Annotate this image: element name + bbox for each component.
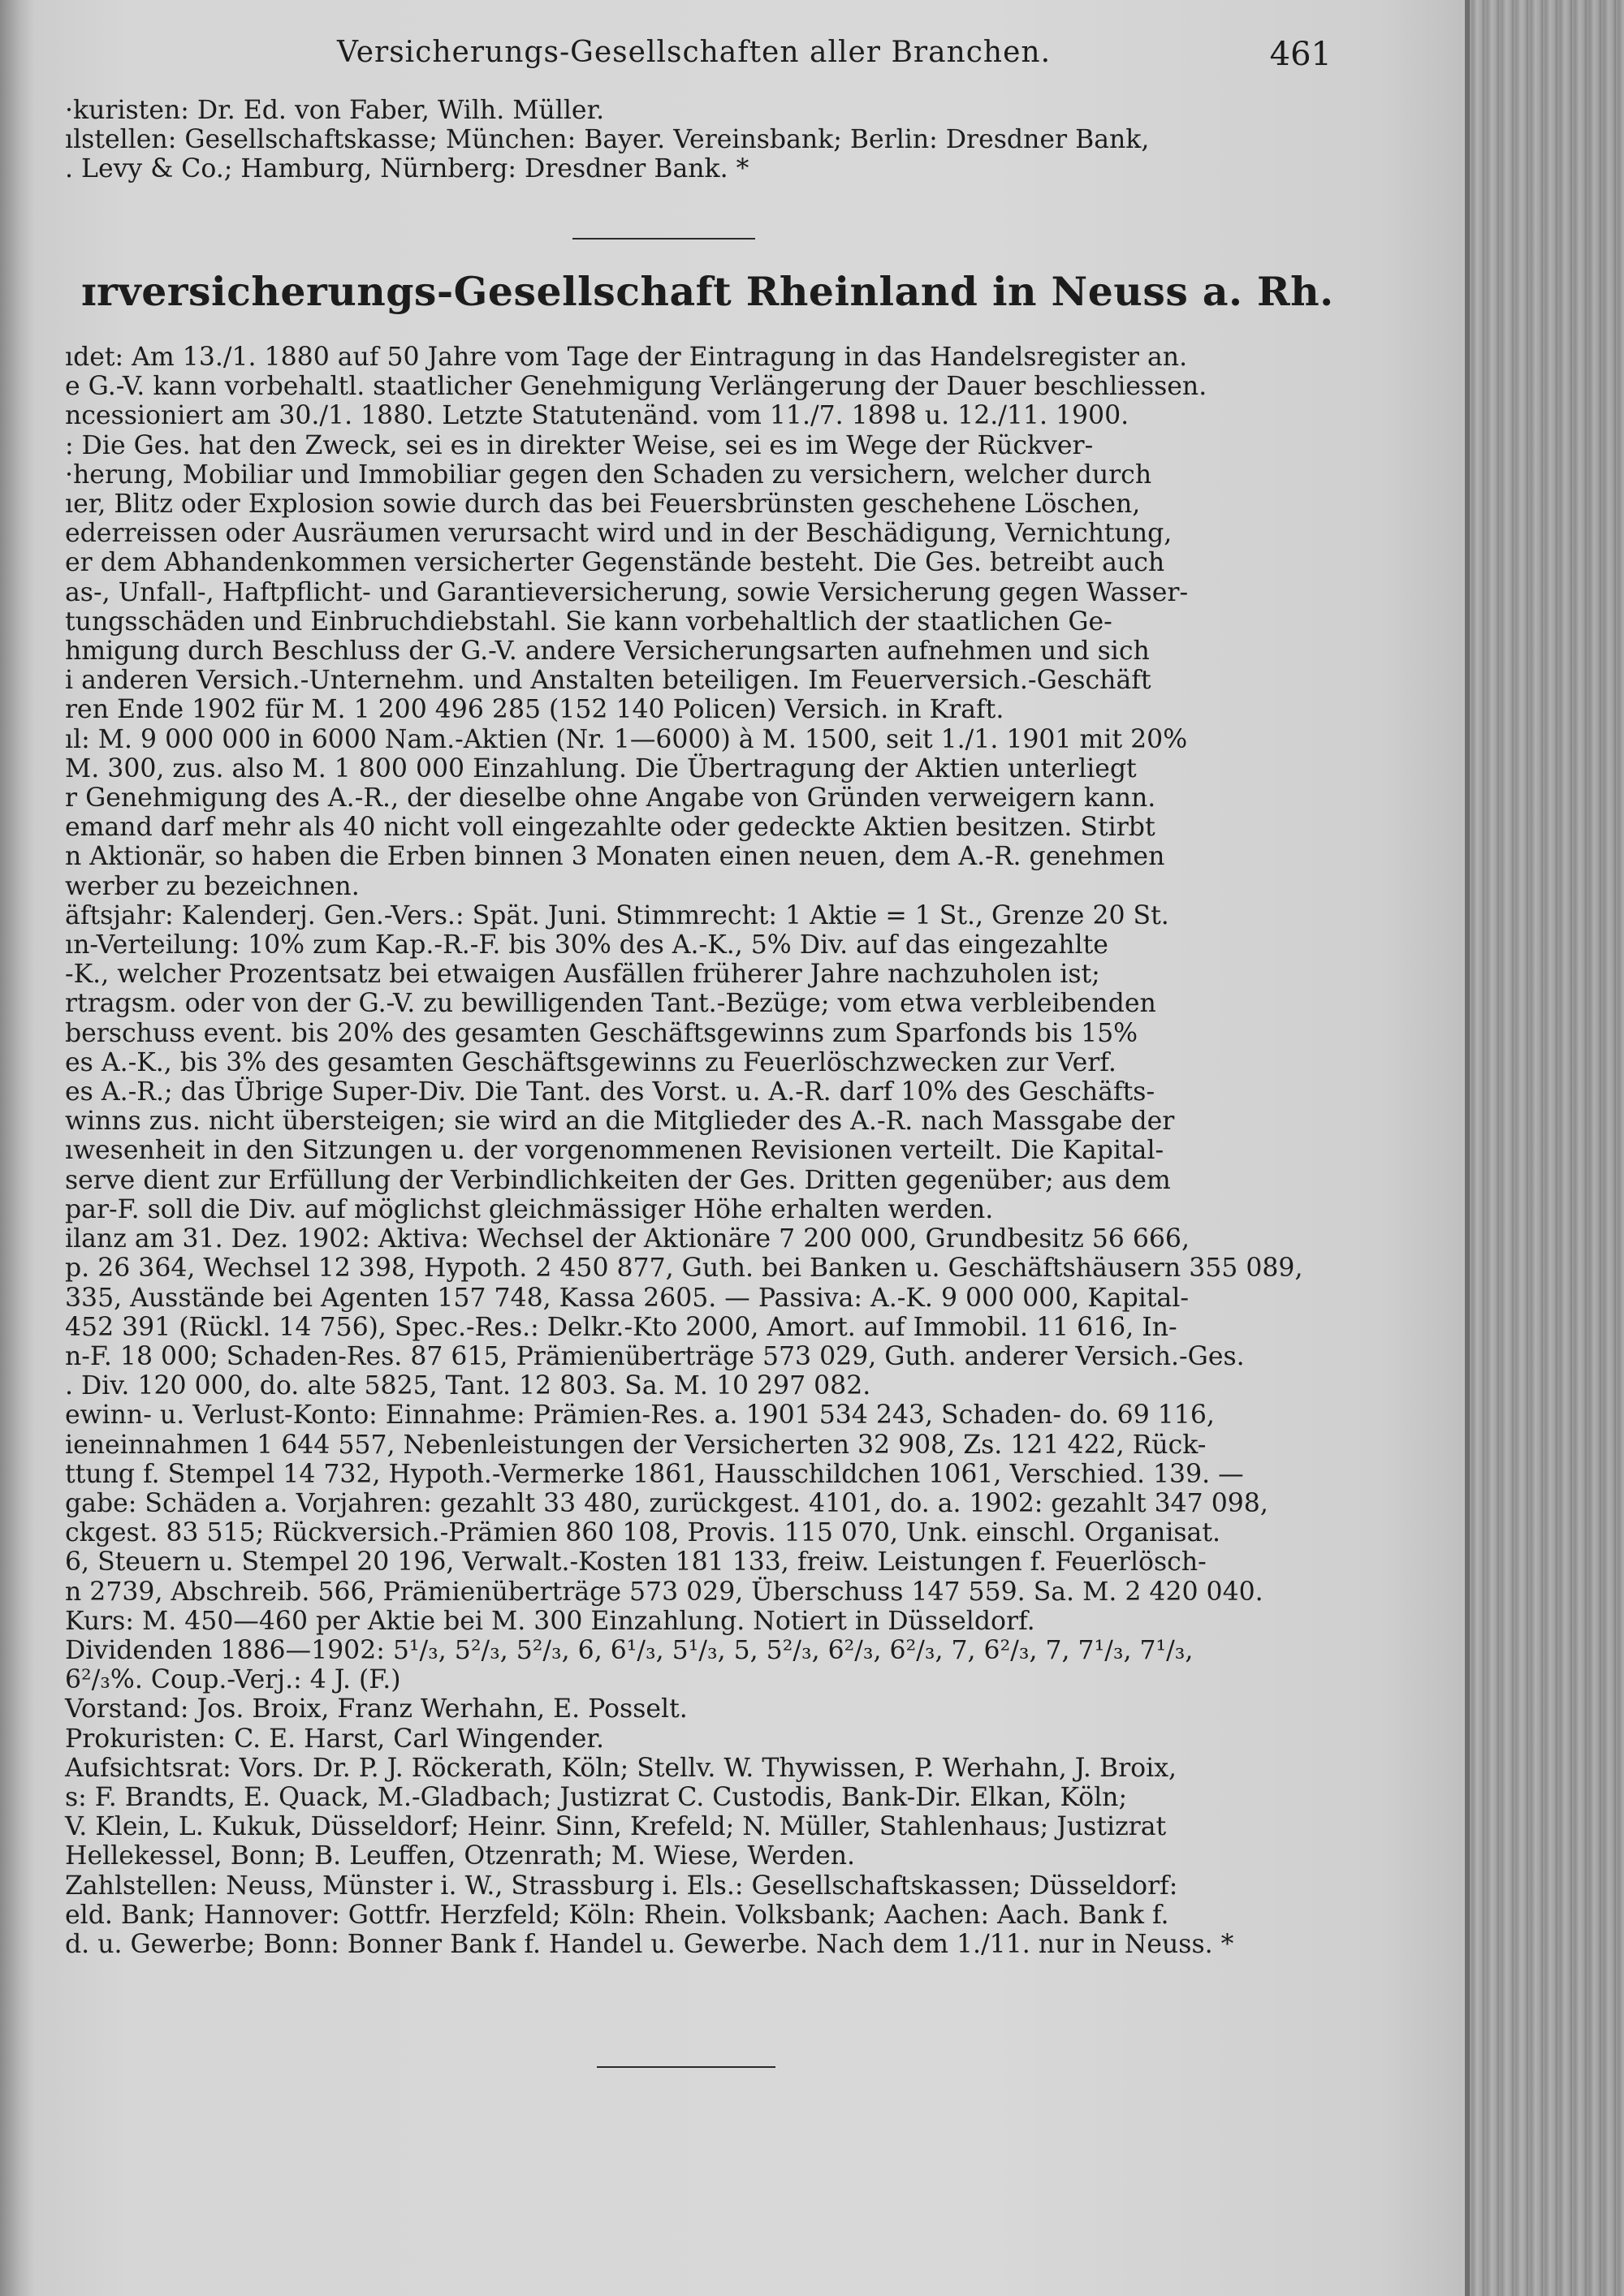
- entry-title: ɪrversicherungs-Gesellschaft Rheinland in Neuss a. Rh.: [81, 268, 1334, 315]
- text-line: Zahlstellen: Neuss, Münster i. W., Strassburg i. Els.: Gesellschaftskassen; Düsseldorf:: [65, 1871, 1178, 1901]
- text-line: p. 26 364, Wechsel 12 398, Hypoth. 2 450 877, Guth. bei Banken u. Geschäftshäusern 355 089,: [65, 1254, 1303, 1284]
- text-line: es A.-R.; das Übrige Super-Div. Die Tant. des Vorst. u. A.-R. darf 10% des Geschäfts-: [65, 1077, 1155, 1107]
- text-line: r Genehmigung des A.-R., der dieselbe ohne Angabe von Gründen verweigern kann.: [65, 783, 1156, 814]
- text-line: tungsschäden und Einbruchdiebstahl. Sie kann vorbehaltlich der staatlichen Ge-: [65, 606, 1112, 637]
- text-line: i anderen Versich.-Unternehm. und Anstalten beteiligen. Im Feuerversich.-Geschäft: [65, 666, 1151, 696]
- text-line: Vorstand: Jos. Broix, Franz Werhahn, E. Posselt.: [65, 1694, 688, 1724]
- text-line: n 2739, Abschreib. 566, Prämienüberträge 573 029, Überschuss 147 559. Sa. M. 2 420 040.: [65, 1577, 1263, 1607]
- text-line: ckgest. 83 515; Rückversich.-Prämien 860 108, Provis. 115 070, Unk. einschl. Organisat.: [65, 1518, 1221, 1548]
- text-line: er dem Abhandenkommen versicherter Gegenstände besteht. Die Ges. betreibt auch: [65, 548, 1165, 578]
- section-divider-bottom: [597, 2066, 775, 2068]
- text-line: ın-Verteilung: 10% zum Kap.-R.-F. bis 30% des A.-K., 5% Div. auf das eingezahlte: [65, 930, 1108, 960]
- text-line: ederreissen oder Ausräumen verursacht wird und in der Beschädigung, Vernichtung,: [65, 519, 1173, 549]
- text-line: ıwesenheit in den Sitzungen u. der vorgenommenen Revisionen verteilt. Die Kapital-: [65, 1136, 1164, 1166]
- text-line: ewinn- u. Verlust-Konto: Einnahme: Prämien-Res. a. 1901 534 243, Schaden- do. 69 116,: [65, 1400, 1215, 1431]
- text-line: V. Klein, L. Kukuk, Düsseldorf; Heinr. Sinn, Krefeld; N. Müller, Stahlenhaus; Justizrat: [65, 1812, 1167, 1842]
- text-line: . Levy & Co.; Hamburg, Nürnberg: Dresdner Bank. *: [65, 154, 749, 184]
- book-spine: [1470, 0, 1624, 2296]
- text-line: Prokuristen: C. E. Harst, Carl Wingender.: [65, 1724, 605, 1754]
- text-line: ren Ende 1902 für M. 1 200 496 285 (152 140 Policen) Versich. in Kraft.: [65, 695, 1004, 725]
- text-line: gabe: Schäden a. Vorjahren: gezahlt 33 480, zurückgest. 4101, do. a. 1902: gezahlt 347 098,: [65, 1488, 1268, 1518]
- text-line: berschuss event. bis 20% des gesamten Geschäftsgewinns zum Sparfonds bis 15%: [65, 1018, 1138, 1048]
- text-line: ıdet: Am 13./1. 1880 auf 50 Jahre vom Tage der Eintragung in das Handelsregister an.: [65, 343, 1188, 372]
- text-line: eld. Bank; Hannover: Gottfr. Herzfeld; Köln: Rhein. Volksbank; Aachen: Aach. Bank f.: [65, 1900, 1169, 1930]
- text-line: ·kuristen: Dr. Ed. von Faber, Wilh. Müller.: [65, 96, 605, 125]
- text-line: par-F. soll die Div. auf möglichst gleichmässiger Höhe erhalten werden.: [65, 1194, 994, 1224]
- text-line: Aufsichtsrat: Vors. Dr. P. J. Röckerath, Köln; Stellv. W. Thywissen, P. Werhahn, J. Broix,: [65, 1753, 1177, 1783]
- text-line: s: F. Brandts, E. Quack, M.-Gladbach; Justizrat C. Custodis, Bank-Dir. Elkan, Köln;: [65, 1782, 1128, 1812]
- text-line: e G.-V. kann vorbehaltl. staatlicher Genehmigung Verlängerung der Dauer beschliessen.: [65, 372, 1207, 402]
- text-line: ncessioniert am 30./1. 1880. Letzte Statutenänd. vom 11./7. 1898 u. 12./11. 1900.: [65, 401, 1129, 431]
- entry-body: [65, 343, 1340, 1959]
- text-line: ıer, Blitz oder Explosion sowie durch das bei Feuersbrünsten geschehene Löschen,: [65, 490, 1141, 520]
- text-line: ttung f. Stempel 14 732, Hypoth.-Vermerke 1861, Hausschildchen 1061, Verschied. 139. —: [65, 1459, 1244, 1489]
- text-line: d. u. Gewerbe; Bonn: Bonner Bank f. Handel u. Gewerbe. Nach dem 1./11. nur in Neuss. *: [65, 1929, 1234, 1959]
- text-line: 335, Ausstände bei Agenten 157 748, Kassa 2605. — Passiva: A.-K. 9 000 000, Kapital-: [65, 1283, 1190, 1313]
- text-line: ılstellen: Gesellschaftskasse; München: Bayer. Vereinsbank; Berlin: Dresdner Bank,: [65, 125, 1150, 155]
- text-line: n-F. 18 000; Schaden-Res. 87 615, Prämienüberträge 573 029, Guth. anderer Versich.-Ges.: [65, 1341, 1245, 1371]
- text-line: 452 391 (Rückl. 14 756), Spec.-Res.: Delkr.-Kto 2000, Amort. auf Immobil. 11 616, In-: [65, 1312, 1177, 1342]
- text-line: n Aktionär, so haben die Erben binnen 3 Monaten einen neuen, dem A.-R. genehmen: [65, 842, 1165, 872]
- running-head: Versicherungs-Gesellschaften aller Branchen.: [337, 36, 1052, 69]
- text-line: rtragsm. oder von der G.-V. zu bewilligenden Tant.-Bezüge; vom etwa verbleibenden: [65, 989, 1156, 1019]
- text-line: hmigung durch Beschluss der G.-V. andere Versicherungsarten aufnehmen und sich: [65, 637, 1150, 667]
- text-line: . Div. 120 000, do. alte 5825, Tant. 12 803. Sa. M. 10 297 082.: [65, 1371, 871, 1401]
- text-line: Kurs: M. 450—460 per Aktie bei M. 300 Einzahlung. Notiert in Düsseldorf.: [65, 1606, 1035, 1636]
- text-line: ieneinnahmen 1 644 557, Nebenleistungen der Versicherten 32 908, Zs. 121 422, Rück-: [65, 1430, 1207, 1460]
- page-header: [49, 36, 1332, 78]
- text-line: -K., welcher Prozentsatz bei etwaigen Ausfällen früherer Jahre nachzuholen ist;: [65, 960, 1100, 990]
- previous-entry-tail: [65, 96, 1340, 184]
- page-number: 461: [1269, 36, 1332, 73]
- text-line: 6, Steuern u. Stempel 20 196, Verwalt.-Kosten 181 133, freiw. Leistungen f. Feuerlösch-: [65, 1547, 1207, 1577]
- text-line: es A.-K., bis 3% des gesamten Geschäftsgewinns zu Feuerlöschzwecken zur Verf.: [65, 1047, 1116, 1077]
- text-line: serve dient zur Erfüllung der Verbindlichkeiten der Ges. Dritten gegenüber; aus dem: [65, 1165, 1171, 1195]
- text-line: Hellekessel, Bonn; B. Leuffen, Otzenrath; M. Wiese, Werden.: [65, 1841, 856, 1871]
- section-divider: [572, 238, 755, 240]
- text-line: werber zu bezeichnen.: [65, 871, 360, 901]
- text-line: winns zus. nicht übersteigen; sie wird an die Mitglieder des A.-R. nach Massgabe der: [65, 1107, 1175, 1137]
- text-line: äftsjahr: Kalenderj. Gen.-Vers.: Spät. Juni. Stimmrecht: 1 Aktie = 1 St., Grenze 20 St.: [65, 900, 1169, 930]
- text-line: : Die Ges. hat den Zweck, sei es in direkter Weise, sei es im Wege der Rückver-: [65, 430, 1094, 460]
- left-page-shadow: [0, 0, 34, 2296]
- text-line: ilanz am 31. Dez. 1902: Aktiva: Wechsel der Aktionäre 7 200 000, Grundbesitz 56 666,: [65, 1224, 1190, 1254]
- text-line: ·herung, Mobiliar und Immobiliar gegen den Schaden zu versichern, welcher durch: [65, 460, 1152, 490]
- text-line: as-, Unfall-, Haftpflicht- und Garantieversicherung, sowie Versicherung gegen Wasser-: [65, 577, 1189, 607]
- text-line: emand darf mehr als 40 nicht voll eingezahlte oder gedeckte Aktien besitzen. Stirbt: [65, 813, 1155, 843]
- text-line: ıl: M. 9 000 000 in 6000 Nam.-Aktien (Nr. 1—6000) à M. 1500, seit 1./1. 1901 mit 20%: [65, 724, 1188, 754]
- text-line: Dividenden 1886—1902: 5¹/₃, 5²/₃, 5²/₃, 6, 6¹/₃, 5¹/₃, 5, 5²/₃, 6²/₃, 6²/₃, 7, 6²/₃, 7, 7¹/₃, 7¹/₃,: [65, 1635, 1194, 1665]
- text-line: 6²/₃%. Coup.-Verj.: 4 J. (F.): [65, 1665, 401, 1695]
- text-line: M. 300, zus. also M. 1 800 000 Einzahlung. Die Übertragung der Aktien unterliegt: [65, 753, 1137, 783]
